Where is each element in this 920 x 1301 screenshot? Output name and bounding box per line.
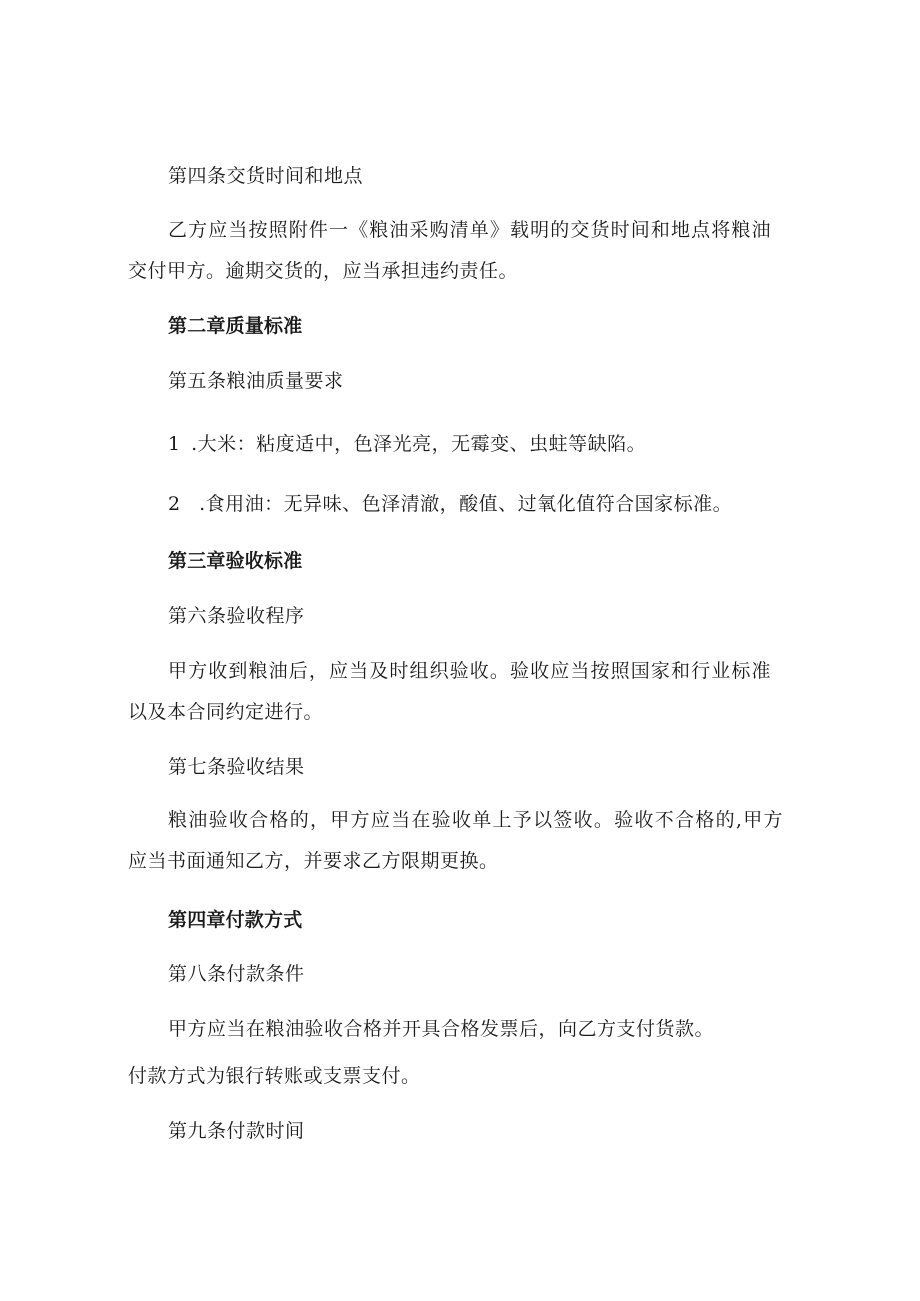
article-4-body-line-1: 乙方应当按照附件一《粮油采购清单》载明的交货时间和地点将粮油 — [168, 219, 771, 241]
article-5-item-2 — [168, 492, 732, 516]
item-text: .大米：粘度适中，色泽光亮，无霉变、虫蛀等缺陷。 — [191, 433, 647, 455]
article-6-title: 第六条验收程序 — [168, 605, 305, 627]
item-number: 1 — [168, 433, 181, 455]
article-7-body-line-1: 粮油验收合格的，甲方应当在验收单上予以签收。验收不合格的,甲方 — [168, 809, 783, 831]
article-4-title: 第四条交货时间和地点 — [168, 165, 364, 187]
chapter-4-title: 第四章付款方式 — [168, 909, 303, 931]
article-6-body-line-1: 甲方收到粮油后，应当及时组织验收。验收应当按照国家和行业标准 — [168, 660, 771, 682]
item-number: 2 — [168, 493, 181, 515]
chapter-2-title: 第二章质量标准 — [168, 315, 303, 337]
article-6-body-line-2: 以及本合同约定进行。 — [128, 701, 324, 723]
article-7-body-line-2: 应当书面通知乙方，并要求乙方限期更换。 — [128, 850, 499, 872]
item-text: .食用油：无异味、色泽清澈，酸值、过氧化值符合国家标准。 — [199, 493, 733, 515]
article-7-title: 第七条验收结果 — [168, 756, 305, 778]
article-9-title: 第九条付款时间 — [168, 1120, 305, 1142]
article-8-title: 第八条付款条件 — [168, 963, 305, 985]
article-5-item-1 — [168, 432, 646, 456]
article-5-title: 第五条粮油质量要求 — [168, 370, 344, 392]
chapter-3-title: 第三章验收标准 — [168, 550, 303, 572]
article-8-body-line-2: 付款方式为银行转账或支票支付。 — [128, 1065, 421, 1087]
article-4-body-line-2: 交付甲方。逾期交货的，应当承担违约责任。 — [128, 260, 519, 282]
article-8-body-line-1: 甲方应当在粮油验收合格并开具合格发票后，向乙方支付货款。 — [168, 1018, 715, 1040]
